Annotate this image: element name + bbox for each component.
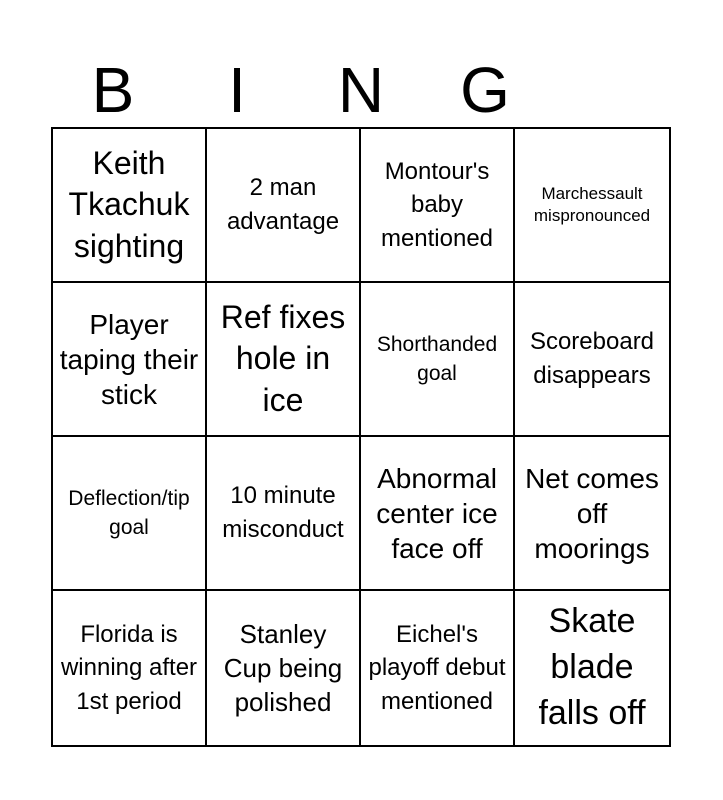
cell-text: Scoreboard disappears [529,328,655,389]
bingo-cell[interactable] [207,591,361,745]
bingo-cell[interactable] [361,437,515,591]
cell-text: Shorthanded goal [376,332,498,385]
bingo-cell[interactable] [515,437,669,591]
bingo-cell[interactable] [515,129,669,283]
bingo-cell[interactable] [53,283,207,437]
cell-text: Skate blade falls off [538,602,646,732]
cell-text: Marchessault mispronounced [533,183,651,225]
cell-text: Montour's baby mentioned [380,157,494,252]
header-letter-g: G [460,54,510,126]
bingo-cell[interactable] [361,129,515,283]
bingo-header [51,52,671,128]
cell-text: Keith Tkachuk sighting [68,144,190,264]
cell-text: Abnormal center ice face off [376,462,498,564]
cell-text: 10 minute misconduct [222,482,344,543]
bingo-cell[interactable] [53,129,207,283]
bingo-cell[interactable] [361,283,515,437]
cell-text: Ref fixes hole in ice [220,298,346,418]
cell-text: Player taping their stick [59,308,199,410]
bingo-cell[interactable] [207,129,361,283]
bingo-board [51,127,671,747]
bingo-cell[interactable] [515,591,669,745]
cell-text: Eichel's playoff debut mentioned [368,620,506,715]
bingo-cell[interactable] [207,283,361,437]
bingo-cell[interactable] [207,437,361,591]
header-letter-i: I [228,54,246,126]
cell-text: Deflection/tip goal [68,486,190,539]
bingo-cell[interactable] [515,283,669,437]
cell-text: Florida is winning after 1st period [60,620,198,715]
bingo-cell[interactable] [361,591,515,745]
bingo-cell[interactable] [53,437,207,591]
cell-text: Stanley Cup being polished [223,618,343,718]
bingo-cell[interactable] [53,591,207,745]
header-letter-b: B [91,54,135,126]
cell-text: Net comes off moorings [525,462,659,564]
cell-text: 2 man advantage [226,174,340,235]
header-letter-n: N [337,54,385,126]
